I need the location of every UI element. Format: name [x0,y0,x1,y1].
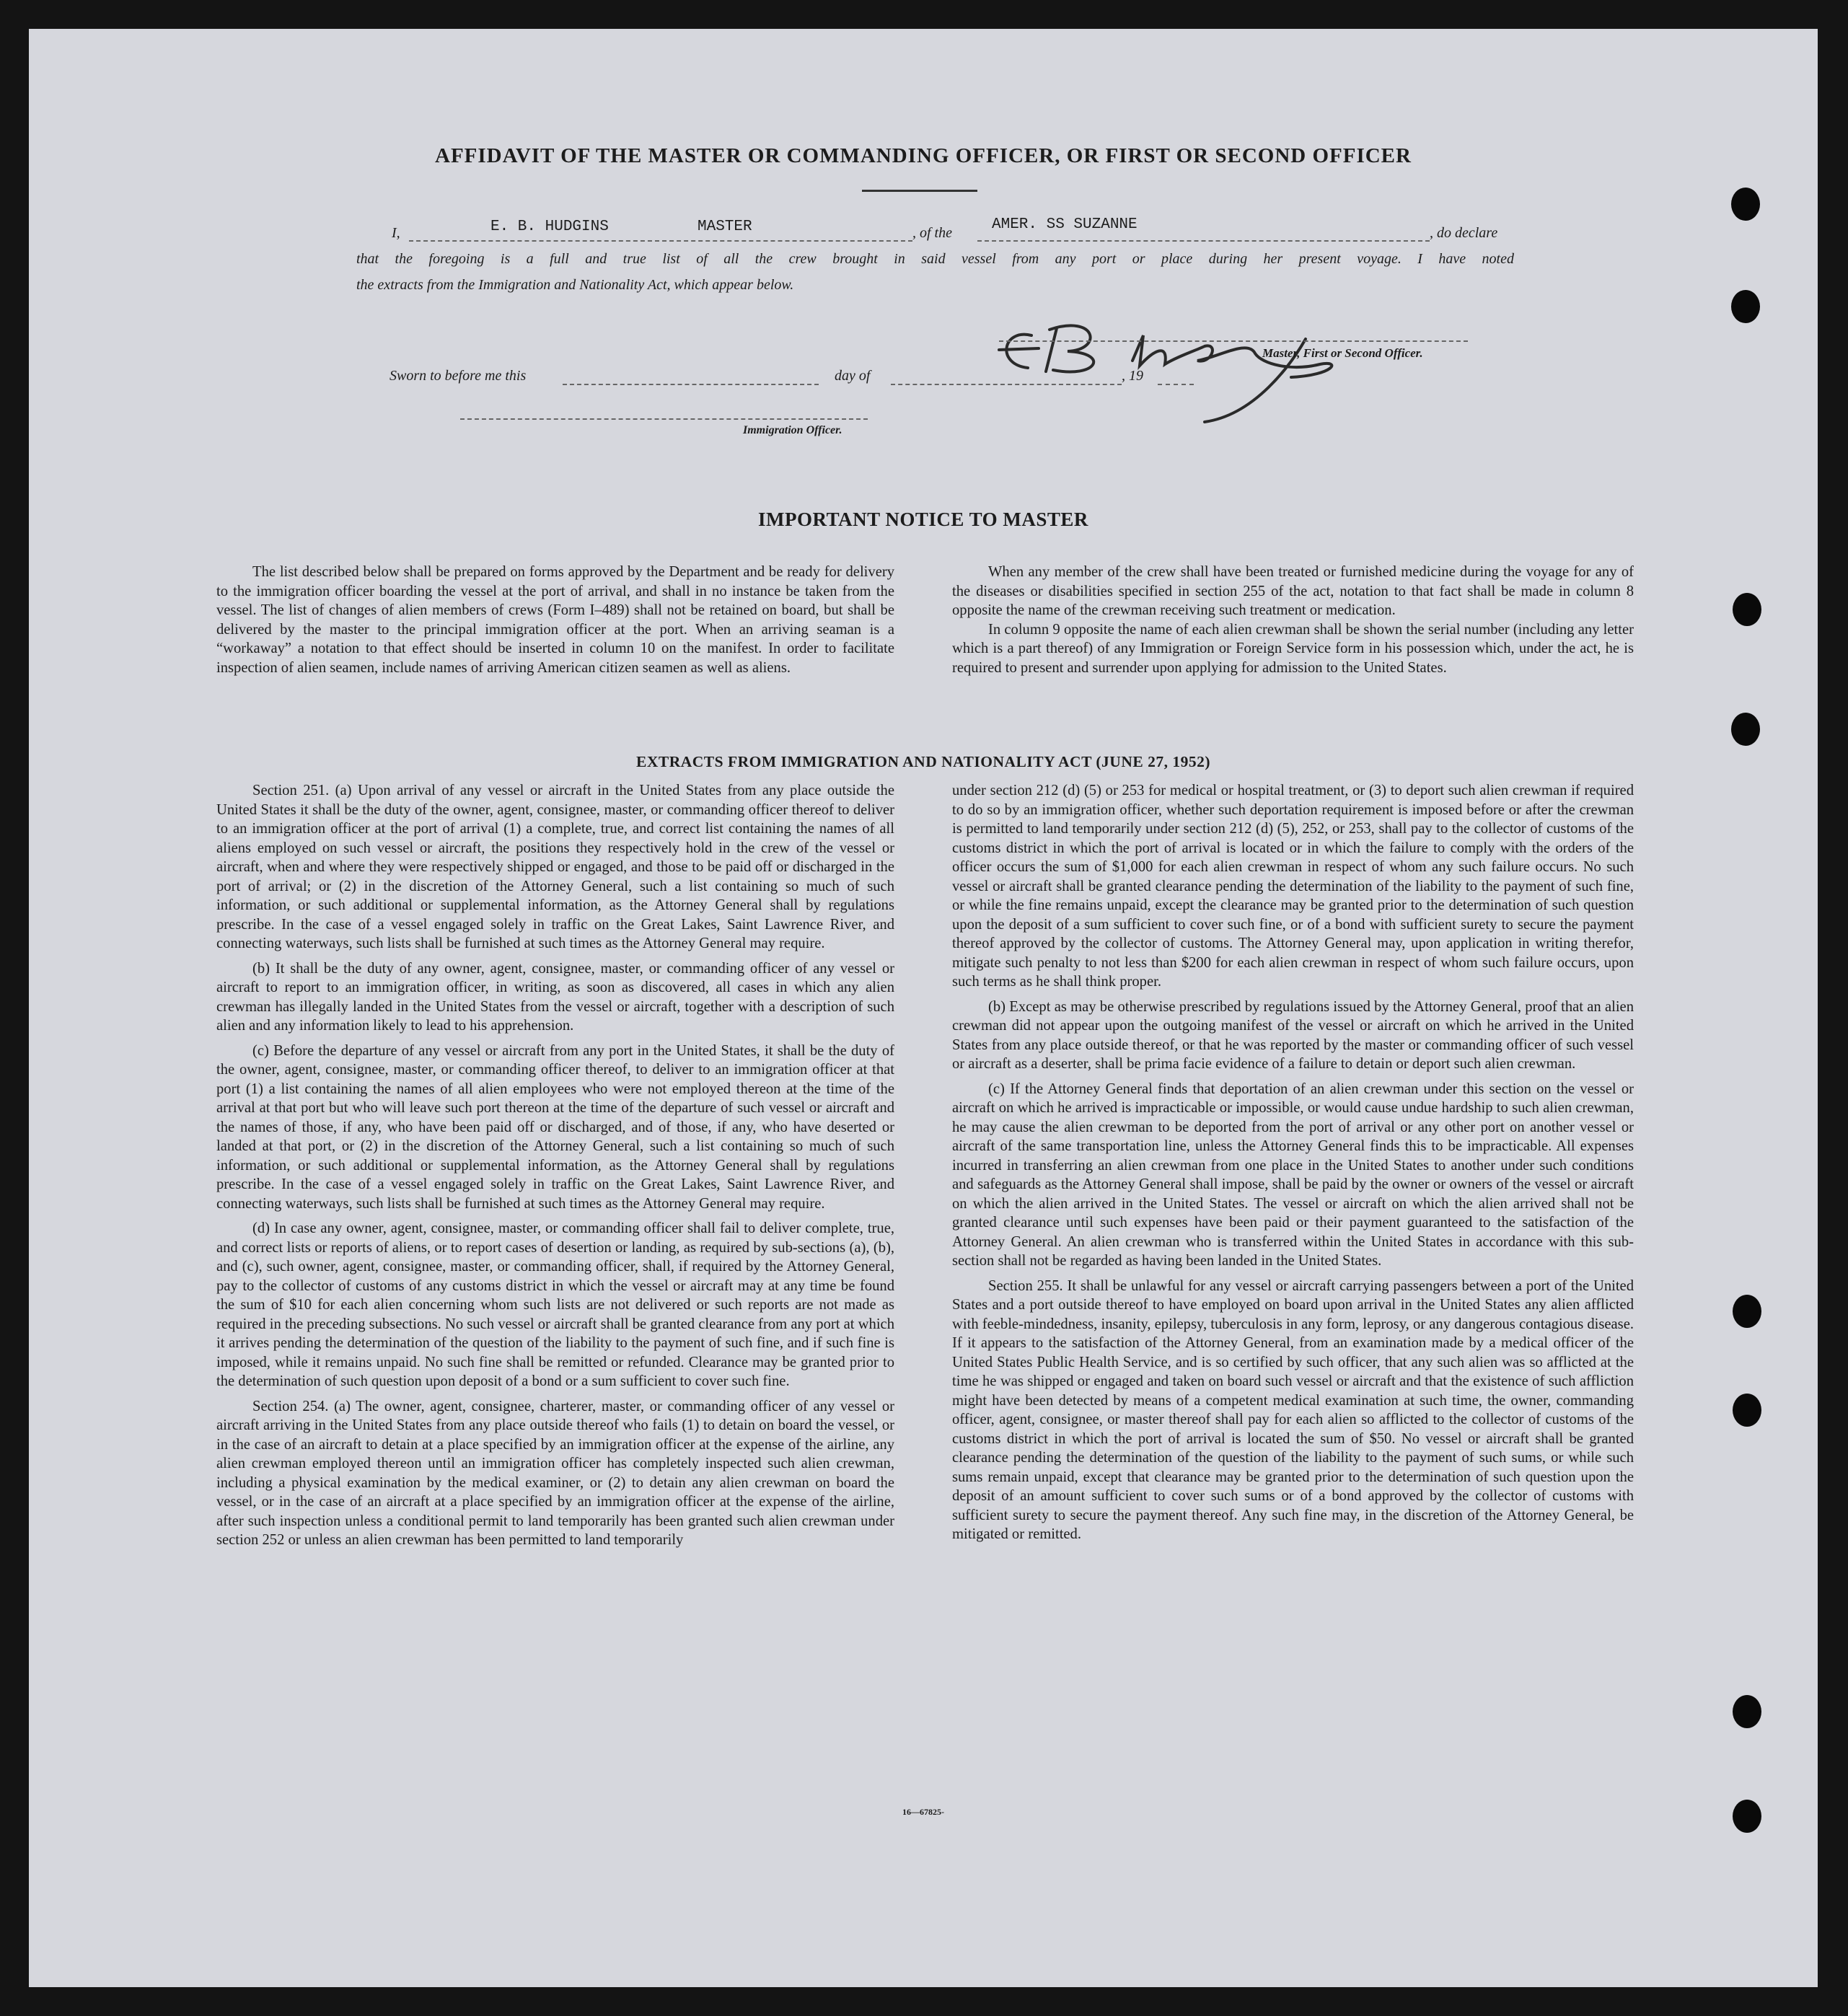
officer-caption: Immigration Officer. [743,424,842,436]
section-255: Section 255. It shall be unlawful for any vessel or aircraft carrying passengers between a port of the United States and a port outside thereof to have employed on board upon arrival in the United States any alien afflicted with feeble-mindedness, insanity, epilepsy, tuberculosis in any form, leprosy, or any dangerous contagious disease. If it appears to the satisfaction of the Attorney General, from an examination made by a medical officer of the United States Public Health Service, and is so certified by such officer, that any such alien was so afflicted at the time he was shipped or engaged and taken on board such vessel or aircraft and that the existence of such affliction might have been detected by means of a competent medical examination at such time, the owner, commanding officer, agent, consignee, or master thereof shall pay for each alien so afflicted to the collector of customs of the customs district in which the port of arrival is located the sum of $50. No vessel or aircraft shall be granted clearance pending the determination of the question of the liability to the payment of such sums, or while such sums remain unpaid, except that clearance may be granted prior to the determination of such question upon the deposit of an amount sufficient to cover such sums or of a bond approved by the collector of customs with sufficient surety to secure the payment thereof. Any such fine may, in the discretion of the Attorney General, be mitigated or remitted. [952,1277,1634,1542]
punch-hole [1731,713,1760,746]
sworn-label: Sworn to before me this [390,368,527,384]
extracts-title: EXTRACTS FROM IMMIGRATION AND NATIONALITY ACT (JUNE 27, 1952) [636,753,1210,770]
punch-hole [1733,1800,1761,1833]
punch-hole [1733,1295,1761,1328]
section-251-b: (b) It shall be the duty of any owner, agent, consignee, master, or commanding officer of any vessel or aircraft to report to an immigration officer, in writing, as soon as discovered, all cases in which any alien crewman has illegally landed in the United States from the vessel or aircraft, together with a description of such alien and any information likely to lead to his apprehension. [216,960,894,1034]
day-of-label: day of [835,368,871,384]
vessel-name: AMER. SS SUZANNE [992,216,1138,233]
section-254-b: (b) Except as may be otherwise prescribed by regulations issued by the Attorney General, proof that an alien crewman did not appear upon the outgoing manifest of the vessel or aircraft on which he arrived in the United States from any place outside thereof, or that he was reported by the master or commanding officer of such vessel or aircraft as a deserter, shall be prima facie evidence of a failure to detain or deport such alien crewman. [952,998,1634,1072]
statement-line-1: that the foregoing is a full and true list of all the crew brought in said vessel from any port or place during her present voyage. I have noted [356,251,1514,267]
sworn-day-line [563,384,819,385]
notice-left-column [216,563,894,683]
vessel-line [977,240,1430,242]
extracts-right-column [952,781,1634,1550]
section-254-a: Section 254. (a) The owner, agent, consignee, charterer, master, or commanding officer of any vessel or aircraft arriving in the United States from any place outside thereof who fails (1) to detain on board the vessel, or in the case of an aircraft to detain at a place specified by an immigration officer at the expense of the airline, any alien crewman employed thereon until an immigration officer has completely inspected such alien crewman, including a physical examination by the medical examiner, or (2) to detain any alien crewman on board the vessel, or in the case of an aircraft at a place specified by an immigration officer at the expense of the airline, after such inspection unless a conditional permit to land temporarily has been granted such alien crewman under section 252 or unless an alien crewman has been permitted to land temporarily [216,1398,894,1548]
section-251-a: Section 251. (a) Upon arrival of any vessel or aircraft in the United States from any place outside the United States it shall be the duty of the owner, agent, consignee, master, or commanding officer thereof to deliver to an immigration officer at the port of arrival (1) a complete, true, and correct list containing the names of all aliens employed on such vessel or aircraft, the positions they respectively hold in the crew of the vessel or aircraft, when and where they were respectively shipped or engaged, and those to be paid off or discharged in the port of arrival; or (2) in the discretion of the Attorney General, such a list containing so much of such information, or such additional or supplemental information, as the Attorney General shall by regulations prescribe. In the case of a vessel engaged solely in traffic on the Great Lakes, Saint Lawrence River, and connecting waterways, such lists shall be furnished at such times as the Attorney General may require. [216,783,894,951]
section-254-a-continued: under section 212 (d) (5) or 253 for medical or hospital treatment, or (3) to deport such alien crewman if required to do so by an immigration officer, whether such deportation requirement is imposed before or after the crewman is permitted to land temporarily under section 212 (d) (5), 252, or 253, shall pay to the collector of customs of the customs district in which the port of arrival is located or in which the failure to comply with the orders of the officer occurs the sum of $1,000 for each alien crewman in respect of whom any such failure occurs. No such vessel or aircraft shall be granted clearance pending the determination of the liability to the payment of such fine, or while the fine remains unpaid, except the clearance may be granted prior to the determination of such question upon the deposit of a sum sufficient to cover such fine, or of a bond with sufficient surety to secure the payment thereof approved by the collector of customs. The Attorney General may, upon application in writing therefor, mitigate such penalty to not less than $200 for each alien crewman in respect of whom such failure occurs, upon such terms as he shall think proper. [952,783,1634,990]
notice-right-paragraph-1: When any member of the crew shall have been treated or furnished medicine during the voyage for any of the diseases or disabilities specified in section 255 of the act, notation to that fact shall be made in column 8 opposite the name of the crewman receiving such treatment or medication. [952,564,1634,618]
of-the-label: , of the [912,225,952,241]
declare-label: , do declare [1430,225,1498,241]
punch-hole [1731,188,1760,221]
form-code: 16—67825- [902,1807,944,1817]
punch-hole [1733,593,1761,626]
officer-signature-line [460,418,868,420]
sworn-month-line [891,384,1122,385]
section-254-c: (c) If the Attorney General finds that deportation of an alien crewman under this section on the vessel or aircraft on which he arrived is impracticable or impossible, or would cause undue hardship to such alien crewman, he may cause the alien crewman to be deported from the port of arrival or any other port on another vessel or aircraft of the same transportation line, unless the Attorney General finds this to be impracticable. All expenses incurred in transferring an alien crewman from one place in the United States to another under such conditions and safeguards as the Attorney General shall impose, shall be paid by the owner or owners of the vessel or aircraft on which the alien arrived in the United States. The vessel or aircraft on which the alien arrived shall not be granted clearance until such expenses have been paid or their payment guaranteed to the satisfaction of the Attorney General. An alien crewman who is transferred within the United States in accordance with this sub-section shall not be regarded as having been landed in the United States. [952,1080,1634,1269]
statement-line-2: the extracts from the Immigration and Nationality Act, which appear below. [356,277,794,293]
name-rank-line [409,240,912,242]
title-divider [862,190,977,192]
master-rank: MASTER [698,219,752,235]
section-251-d: (d) In case any owner, agent, consignee, master, or commanding officer shall fail to deliver complete, true, and correct lists or reports of aliens, or to report cases of desertion or landing, as required by sub-sections (a), (b), and (c), such owner, agent, consignee, master, or commanding officer, shall, if required by the Attorney General, pay to the collector of customs of any customs district in which the vessel or aircraft may at any time be found the sum of $10 for each alien concerning whom such lists are not delivered or such reports are not made as required in the preceding subsections. No such vessel or aircraft shall be granted clearance from any port at which it arrives pending the determination of the question of the liability to the payment of such fine, and if such fine is imposed, while it remains unpaid. No such fine shall be remitted or refunded. Clearance may be granted prior to the determination of such question upon deposit of a bond or a sum sufficient to cover such fine. [216,1220,894,1389]
master-name: E. B. HUDGINS [490,219,609,235]
document-page [29,29,1818,1987]
i-label: I, [392,225,400,241]
signer-caption: Master, First or Second Officer. [1262,346,1423,360]
signature-line [999,340,1468,342]
notice-right-paragraph-2: In column 9 opposite the name of each alien crewman shall be shown the serial number (including any letter which is a part thereof) of any Immigration or Foreign Service form in his possession which, under the act, he is required to present and surrender upon applying for admission to the United States. [952,621,1634,676]
affidavit-title: AFFIDAVIT OF THE MASTER OR COMMANDING OFFICER, OR FIRST OR SECOND OFFICER [435,144,1412,167]
notice-left-paragraph: The list described below shall be prepared on forms approved by the Department and be ready for delivery to the immigration officer boarding the vessel at the port of arrival, and shall in no instance be taken from the vessel. The list of changes of alien members of crews (Form I–489) shall not be retained on board, but shall be delivered by the master to the principal immigration officer at the port. When an arriving seaman is a “workaway” a notation to that effect should be inserted in column 10 on the manifest. In order to facilitate inspection of alien seamen, include names of arriving American citizen seamen as well as aliens. [216,564,894,676]
sworn-year-line [1158,384,1194,385]
master-signature [988,285,1508,429]
punch-hole [1731,290,1760,323]
section-251-c: (c) Before the departure of any vessel or aircraft from any port in the United States, it shall be the duty of the owner, agent, consignee, master, or commanding officer thereof, to deliver to an immigration officer at that port (1) a list containing the names of all alien employees who were not employed thereon at the time of the arrival at that port but who will leave such port thereon at the time of the departure of such vessel or aircraft and the names of those, if any, who have been paid off or discharged, and of those, if any, who have deserted or landed at that port, or (2) in the discretion of the Attorney General, such a list containing so much of such information, or such additional or supplemental information, as the Attorney General shall by regulations prescribe. In the case of a vessel engaged solely in traffic on the Great Lakes, Saint Lawrence River, and connecting waterways, such lists shall be furnished at such times as the Attorney General may require. [216,1042,894,1212]
notice-right-column [952,563,1634,683]
year-label: , 19 [1122,368,1143,384]
punch-hole [1733,1695,1761,1728]
extracts-left-column [216,781,894,1556]
notice-title: IMPORTANT NOTICE TO MASTER [758,509,1088,530]
punch-hole [1733,1394,1761,1427]
